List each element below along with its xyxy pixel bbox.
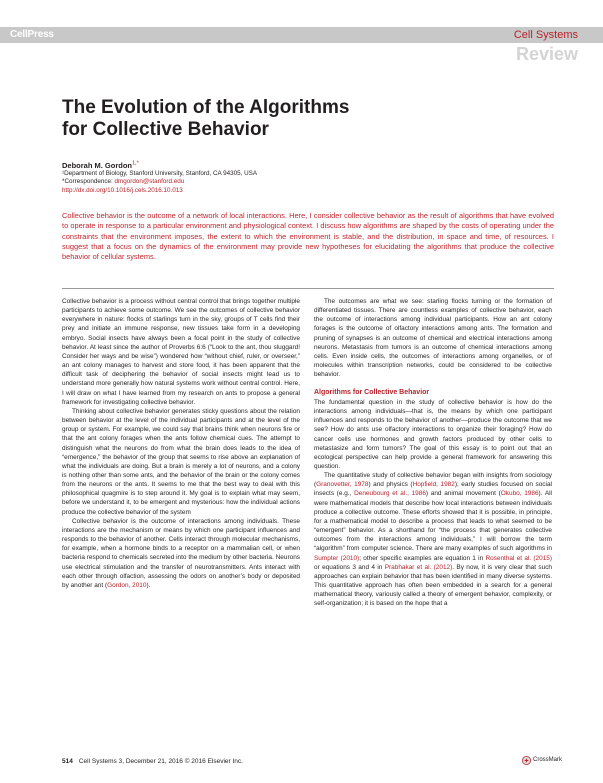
citation-link[interactable]: Sumpter (2010) [314, 554, 360, 562]
correspondence-email[interactable]: dmgordon@stanford.edu [114, 178, 185, 186]
author-superscript: 1,* [132, 160, 139, 167]
page-number: 514 [62, 758, 73, 765]
affiliation-block [62, 170, 552, 195]
citation-link[interactable]: Prabhakar et al. (2012) [384, 563, 453, 571]
correspondence-label: *Correspondence: [62, 178, 115, 186]
paragraph: The outcomes are what we see: starling flocks turning or the formation of differentiated tissues. There are countless examples of collective behavior, each the outcome of interactions among individual participants. How an ant colony forages is the outcome of olfactory interactions among ants. The formation and pruning of synapses is an outcome of chemical and electrical interactions among neurons. Metastasis from tumors is an outcome of chemical interactions among cells. Even inside cells, the outcomes of interactions among organelles, or of molecules within transcription networks, could be considered to be collective behavior. [314, 298, 552, 379]
footer-citation: Cell Systems 3, December 21, 2016 © 2016 Elsevier Inc. [78, 758, 243, 765]
citation-link[interactable]: Okubo, 1986 [500, 490, 539, 498]
author-name[interactable]: Deborah M. Gordon [62, 161, 132, 170]
paragraph-text: ) and animal movement ( [425, 490, 501, 498]
paragraph [314, 471, 552, 608]
paragraph-text: ) and physics ( [368, 481, 413, 489]
crossmark-label: CrossMark [533, 757, 563, 763]
citation-link[interactable]: Gordon, 2010 [107, 581, 147, 589]
paragraph-text: . By now, it is very clear that such approaches can explain behavior that has been identified in many diverse systems. This quantitative approach has often been embedded in a search for a general mathematical theory, variously called a theory of emergent behavior, complexity, or self-organization; it is based on the hope that a [314, 563, 553, 608]
body-column-left [62, 297, 300, 590]
section-heading: Algorithms for Collective Behavior [314, 389, 430, 397]
paragraph: The fundamental question in the study of collective behavior is how do the interactions among individuals—that is, the means by which one participant influences and responds to the behavior of another—produce the outcome that we see? How do ants use olfactory interactions to organize their foraging? How do cancer cells use hormones and growth factors produced by other cells to metastasize and form tumors? The goal of this essay is to point out that an ecological perspective can help provide a general framework for answering this question. [314, 398, 552, 470]
citation-link[interactable]: Granovetter, 1978 [316, 481, 369, 489]
header-bar [0, 27, 603, 43]
paragraph-text: ). [146, 581, 151, 589]
paragraph-text: Collective behavior is the outcome of interactions among individuals. These interactions are the mechanism or means by which one participant influences and responds to the behavior of another. Cells interact through molecular mechanisms, for example, when a hormone binds to a receptor on a mammalian cell, or when bacteria respond to chemicals secreted into the medium by other bacteria. Neurons use electrical stimulation and the transfer of neurotransmitters. Ants interact with each other through olfaction, assessing the odors on another’s body or deposited by another ant ( [62, 517, 300, 589]
body-column-right [314, 297, 552, 609]
page-footer [62, 757, 243, 766]
crossmark-icon [522, 756, 531, 765]
paragraph-text: ; other specific examples are equation 1 in [359, 554, 486, 562]
journal-name[interactable]: Cell Systems [513, 29, 578, 41]
crossmark-badge[interactable] [522, 755, 562, 765]
correspondence [62, 178, 552, 186]
title-line-1: The Evolution of the Algorithms [62, 97, 350, 118]
article-title [62, 97, 562, 141]
paragraph-text: or equations 3 and 4 in [314, 563, 385, 571]
citation-link[interactable]: Rosenthal et al. (2015) [485, 554, 553, 562]
citation-link[interactable]: Hopfield, 1982 [412, 481, 455, 489]
abstract-divider [62, 288, 554, 289]
paragraph: Thinking about collective behavior generates sticky questions about the relation between behavior at the level of the individual participants and at the level of the group or system. For example, we could say that brains think when neurons fire or that the ant colony forages when the ants follow chemical cues. The attempt to distinguish what the neurons do from what the brain does leads to the idea of “emergence,” the behavior of the group that seems to rise above an explanation of what the individuals are doing. But a brain is merely a lot of neurons, and a colony is nothing other than some ants, and the behavior of the brain or the colony comes from the neurons or the ants. It seems to me that the best way to deal with this philosophical quagmire is to step around it. My goal is to explain what may seem, before we understand it, to be emergent and mysterious: how the individual actions produce the collective behavior of the system [62, 407, 300, 516]
paragraph-text: The quantitative study of collective behavior began with insights from sociology ( [314, 472, 552, 489]
paragraph-text: ); early studies focused on social insects (e.g., [314, 481, 552, 498]
abstract: Collective behavior is the outcome of a network of local interactions. Here, I consider collective behavior as the result of algorithms that have evolved to operate in response to a particular environment and physiological context. I discuss how algorithms are shaped by the costs of operating under the constraints that the environment imposes, the extent to which the environment is stable, and the distribution, in space and time, of resources. I suggest that a focus on the dynamics of the environment may provide new hypotheses for elucidating the algorithms that produce the collective behavior of cellular systems. [62, 211, 554, 262]
affiliation: ¹Department of Biology, Stanford University, Stanford, CA 94305, USA [62, 170, 258, 177]
citation-link[interactable]: Deneubourg et al., 1986 [354, 490, 426, 498]
paragraph-text: ). All were mathematical models that describe how local interactions between individuals produce a collective outcome. These efforts showed that it is possible, in principle, for a mathematical model to describe a process that leads to what seemed to be “emergent” behavior. As a shorthand for “the process that generates collective outcomes from the interactions among individuals,” I will borrow the term “algorithm” from computer science. There are many examples of such algorithms in [314, 490, 552, 553]
paragraph: Collective behavior is a process without central control that brings together multiple participants to achieve some outcome. We see the outcomes of collective behavior everywhere in nature: flocks of starlings turn in the sky, groups of T cells find their prey and initiate an immune response, new tissues take form in a developing embryo. Social insects have always been a focal point in the study of collective behavior. At least since the author of Proverbs 6:6 (“Look to the ant, thou sluggard! Consider her ways and be wise”) wondered how “without chief, ruler, or overseer,” an ant colony manages to harvest and store food, it has been apparent that the difficult task of deciphering the behavior of social insects might lead us to understand more generally how natural systems work without central control. Here, I will draw on what I have learned from my research on ants to propose a general framework for investigating collective behavior. [62, 298, 300, 406]
cellpress-logo[interactable]: CellPress [10, 29, 54, 40]
doi-link[interactable]: http://dx.doi.org/10.1016/j.cels.2016.10.013 [62, 186, 183, 194]
title-line-2: for Collective Behavior [62, 119, 269, 140]
paragraph [62, 517, 300, 590]
section-label: Review [515, 44, 578, 64]
